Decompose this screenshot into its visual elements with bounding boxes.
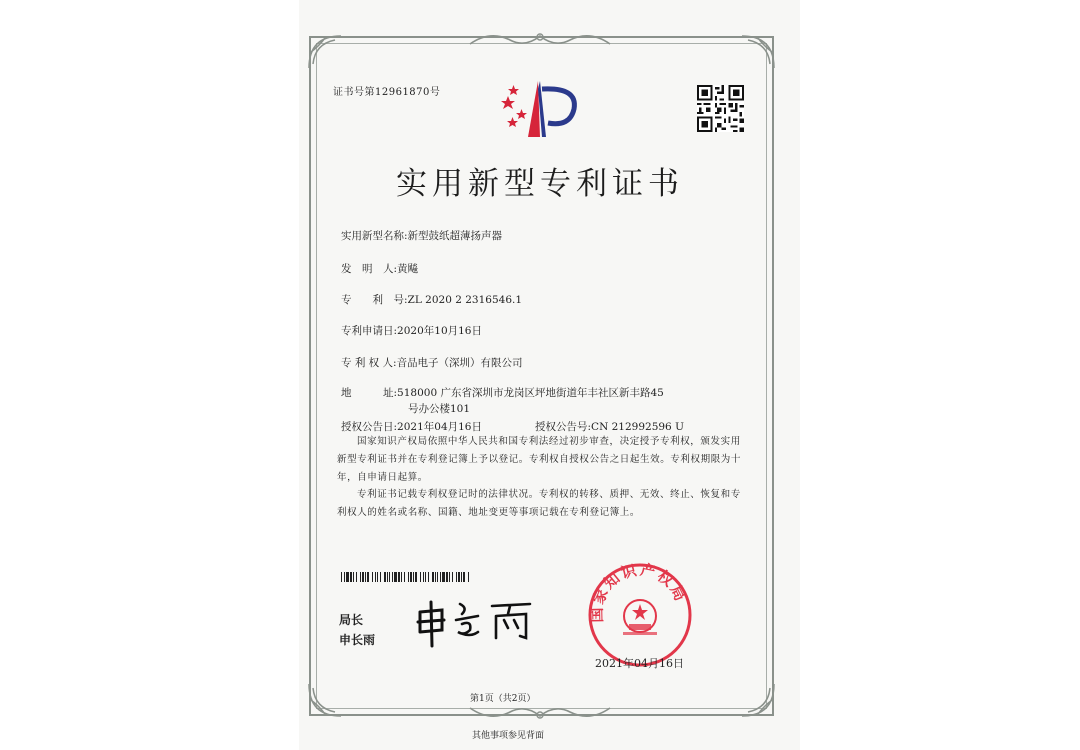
field-label: 地 址: xyxy=(341,387,398,399)
corner-ornament-icon xyxy=(305,680,345,720)
field-grant-number xyxy=(535,419,684,434)
field-value: 2021年04月16日 xyxy=(397,421,482,433)
field-patentee xyxy=(341,355,523,370)
field-label: 专利申请日: xyxy=(341,325,398,337)
field-value: CN 212992596 U xyxy=(591,421,684,433)
seal-date: 2021年04月16日 xyxy=(595,657,684,670)
svg-text:国家知识产权局: 国家知识产权局 xyxy=(587,560,691,623)
field-label: 授权公告号: xyxy=(535,421,592,433)
barcode-icon xyxy=(341,572,471,582)
field-grant-date xyxy=(341,419,482,434)
field-inventor xyxy=(341,261,418,276)
bottom-ornament-icon xyxy=(460,702,620,724)
handwritten-signature xyxy=(412,598,537,648)
corner-ornament-icon xyxy=(738,680,778,720)
field-label: 授权公告日: xyxy=(341,421,398,433)
top-ornament-icon xyxy=(460,28,620,50)
paragraph-grant: 国家知识产权局依照中华人民共和国专利法经过初步审查，决定授予专利权，颁发实用新型专利证书并在专利登记簿上予以登记。专利权自授权公告之日起生效。专利权期限为十年，自申请日起算。 xyxy=(337,436,742,483)
field-address xyxy=(341,385,664,400)
field-name xyxy=(341,228,502,243)
corner-ornament-icon xyxy=(738,32,778,72)
field-value: 黄飚 xyxy=(397,263,419,275)
field-label: 专 利 号: xyxy=(341,294,408,306)
field-application-date xyxy=(341,323,482,338)
back-note: 其他事项参见背面 xyxy=(472,731,545,741)
signatory-role: 局长 xyxy=(339,613,364,627)
official-seal-icon xyxy=(585,560,695,670)
paragraph-legal-status: 专利证书记载专利权登记时的法律状况。专利权的转移、质押、无效、终止、恢复和专利权人的姓名或名称、国籍、地址变更等事项记载在专利登记簿上。 xyxy=(337,489,741,518)
signatory-name: 申长雨 xyxy=(339,633,376,647)
field-address-line2: 号办公楼101 xyxy=(408,403,471,415)
cnipa-logo-icon xyxy=(498,79,580,141)
field-patent-number xyxy=(341,292,522,307)
field-label: 实用新型名称: xyxy=(341,230,408,242)
field-value: 音品电子（深圳）有限公司 xyxy=(396,357,523,369)
certificate-title: 实用新型专利证书 xyxy=(396,166,684,202)
field-value: ZL 2020 2 2316546.1 xyxy=(407,294,523,306)
qr-code-icon xyxy=(697,85,744,132)
field-label: 专 利 权 人: xyxy=(341,357,397,369)
field-value: 新型鼓纸超薄扬声器 xyxy=(407,230,503,242)
field-label: 发 明 人: xyxy=(341,263,398,275)
page-indicator: 第1页（共2页） xyxy=(470,694,536,704)
inner-border xyxy=(316,43,767,709)
field-value: 518000 广东省深圳市龙岗区坪地街道年丰社区新丰路45 xyxy=(397,387,664,399)
certificate-number: 证书号第12961870号 xyxy=(333,87,441,98)
field-value: 2020年10月16日 xyxy=(397,325,482,337)
corner-ornament-icon xyxy=(305,32,345,72)
